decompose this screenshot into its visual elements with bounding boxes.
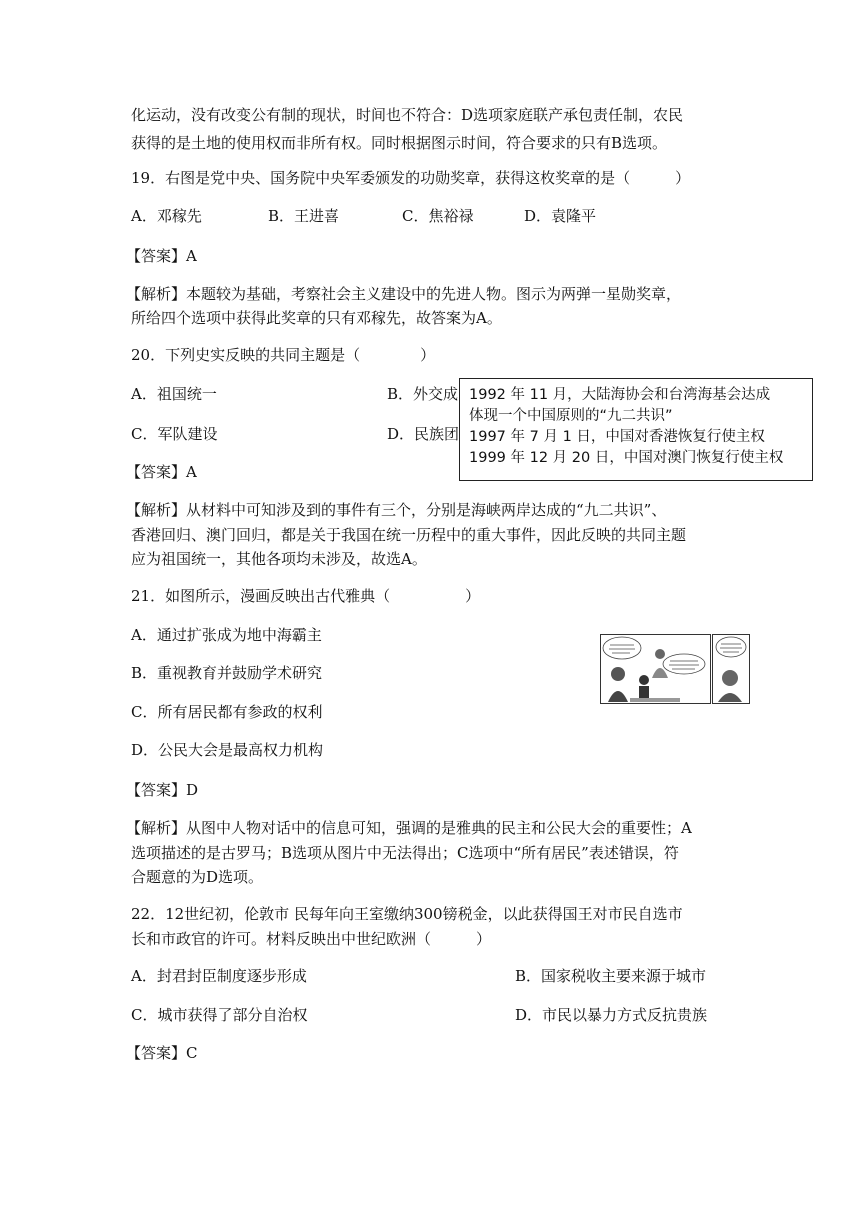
q19-analysis-line: 所给四个选项中获得此奖章的只有邓稼先，故答案为A。	[131, 309, 502, 327]
q20-option-a: A．祖国统一	[131, 385, 217, 403]
q20-analysis-line: 香港回归、澳门回归，都是关于我国在统一历程中的重大事件，因此反映的共同主题	[131, 526, 687, 544]
paragraph-line: 获得的是土地的使用权而非所有权。同时根据图示时间，符合要求的只有B选项。	[131, 134, 668, 152]
question-20-stem: 20．下列史实反映的共同主题是（ ）	[131, 346, 436, 364]
q21-option-d: D．公民大会是最高权力机构	[131, 741, 324, 759]
question-21-stem: 21．如图所示，漫画反映出古代雅典（ ）	[131, 587, 481, 605]
q22-option-d: D．市民以暴力方式反抗贵族	[515, 1006, 708, 1024]
q20-material-box	[459, 378, 813, 481]
q21-option-c: C．所有居民都有参政的权利	[131, 703, 323, 721]
q22-option-a: A．封君封臣制度逐步形成	[131, 967, 307, 985]
q21-answer: 【答案】D	[126, 781, 199, 799]
q22-answer: 【答案】C	[126, 1044, 198, 1062]
question-19-stem: 19．右图是党中央、国务院中央军委颁发的功勋奖章，获得这枚奖章的是（ ）	[131, 169, 691, 187]
q20-option-c: C．军队建设	[131, 425, 218, 443]
q22-option-c: C．城市获得了部分自治权	[131, 1006, 308, 1024]
paragraph-line: 化运动，没有改变公有制的现状，时间也不符合：D选项家庭联产承包责任制，农民	[131, 106, 684, 124]
q20-analysis-line: 【解析】从材料中可知涉及到的事件有三个，分别是海峡两岸达成的“九二共识”、	[126, 501, 667, 519]
question-22-stem: 长和市政官的许可。材料反映出中世纪欧洲（ ）	[131, 930, 492, 948]
q21-option-a: A．通过扩张成为地中海霸主	[131, 626, 322, 644]
q19-option-c: C．焦裕禄	[402, 207, 474, 225]
q22-option-b: B．国家税收主要来源于城市	[515, 967, 707, 985]
question-22-stem: 22．12世纪初，伦敦市 民每年向王室缴纳300镑税金，以此获得国王对市民自选市	[131, 905, 683, 923]
material-line: 体现一个中国原则的“九二共识”	[469, 408, 673, 424]
q19-answer: 【答案】A	[126, 247, 197, 265]
material-line: 1997 年 7 月 1 日，中国对香港恢复行使主权	[469, 429, 765, 445]
q20-answer: 【答案】A	[126, 463, 197, 481]
q20-analysis-line: 应为祖国统一，其他各项均未涉及，故选A。	[131, 550, 427, 568]
material-line: 1999 年 12 月 20 日，中国对澳门恢复行使主权	[469, 450, 784, 466]
q20-option-d: D．民族团	[387, 425, 460, 443]
q19-option-a: A．邓稼先	[131, 207, 202, 225]
q21-option-b: B．重视教育并鼓励学术研究	[131, 664, 323, 682]
q19-analysis-line: 【解析】本题较为基础，考察社会主义建设中的先进人物。图示为两弹一星勋奖章，	[126, 285, 682, 303]
q21-analysis-line: 合题意的为D选项。	[131, 868, 264, 886]
q21-analysis-line: 选项描述的是古罗马；B选项从图片中无法得出；C选项中“所有居民”表述错误，符	[131, 844, 679, 862]
q19-option-b: B．王进喜	[268, 207, 340, 225]
athens-cartoon-image	[600, 634, 750, 704]
q20-option-b: B．外交成	[387, 385, 459, 403]
q21-analysis-line: 【解析】从图中人物对话中的信息可知，强调的是雅典的民主和公民大会的重要性；A	[126, 819, 692, 837]
material-line: 1992 年 11 月，大陆海协会和台湾海基会达成	[469, 387, 771, 403]
q19-option-d: D．袁隆平	[524, 207, 597, 225]
